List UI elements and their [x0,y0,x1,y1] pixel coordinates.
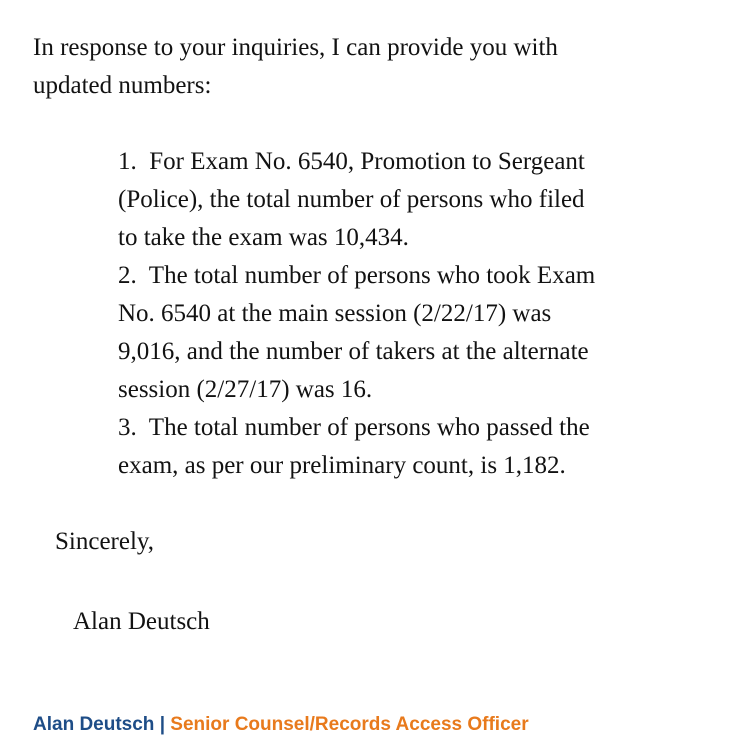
list-line: 2. The total number of persons who took Exam [118,262,596,289]
intro-line: In response to your inquiries, I can provide you with [33,34,558,61]
footer-separator: | [154,714,171,735]
list-line: 1. For Exam No. 6540, Promotion to Sergeant [118,148,585,175]
list-line: 3. The total number of persons who passed the [118,414,590,441]
intro-line: updated numbers: [33,72,212,99]
list-line: 9,016, and the number of takers at the alternate [118,338,589,365]
intro-paragraph [33,29,710,105]
signature-name: Alan Deutsch [73,608,210,635]
list-line: session (2/27/17) was 16. [118,376,373,403]
email-signature-footer [33,713,710,737]
list-line: No. 6540 at the main session (2/22/17) was [118,300,552,327]
footer-name: Alan Deutsch [33,714,155,735]
closing-salutation: Sincerely, [55,528,155,555]
list-line: to take the exam was 10,434. [118,224,409,251]
list-line: (Police), the total number of persons who filed [118,186,585,213]
numbered-list [118,143,710,485]
list-line: exam, as per our preliminary count, is 1,182. [118,452,566,479]
footer-title: Senior Counsel/Records Access Officer [170,714,529,735]
